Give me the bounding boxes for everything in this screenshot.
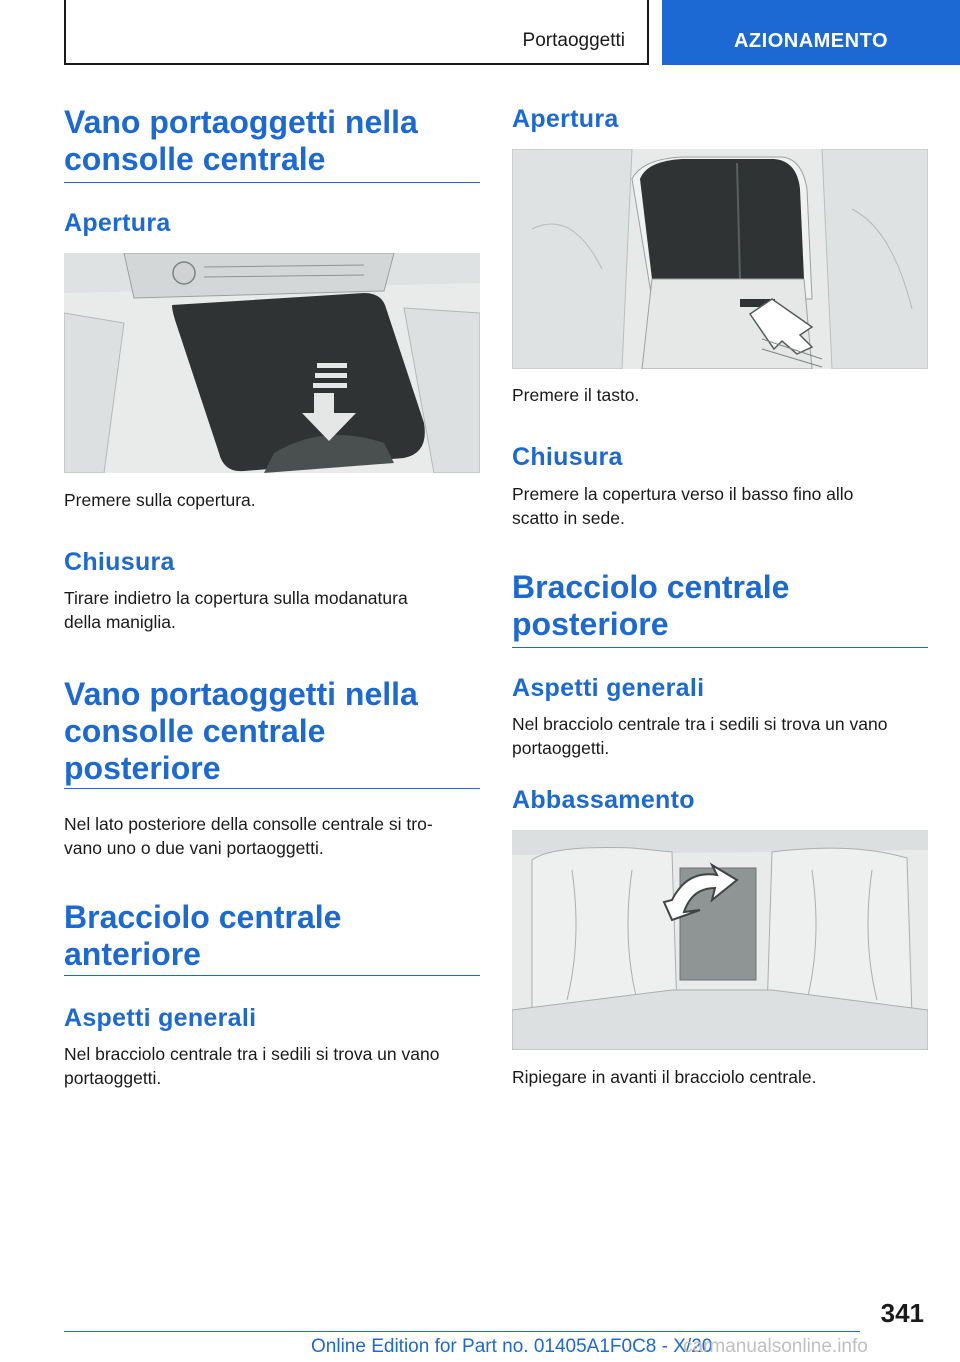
illustration-console-cover bbox=[64, 253, 480, 473]
page-number: 341 bbox=[880, 1298, 924, 1328]
subheading-abbassamento: Abbassamento bbox=[512, 786, 695, 814]
subheading-chiusura: Chiusura bbox=[64, 548, 175, 576]
footer-rule bbox=[64, 1331, 860, 1332]
chapter-tab-label: AZIONAMENTO bbox=[733, 30, 888, 52]
illustration-rear-armrest bbox=[512, 830, 928, 1050]
paragraph-aspetti-generali-right: Nel bracciolo centrale tra i sedili si trova un vano portaoggetti. bbox=[512, 714, 888, 758]
caption-ripiegare: Ripiegare in avanti il bracciolo centrale. bbox=[512, 1067, 817, 1087]
heading-rule bbox=[64, 182, 480, 183]
heading-vano-consolle: Vano portaoggetti nella consolle centrale bbox=[64, 104, 418, 177]
paragraph-chiusura: Tirare indietro la copertura sulla modanatura della maniglia. bbox=[64, 588, 408, 632]
heading-vano-posteriore: Vano portaoggetti nella consolle centrale posteriore bbox=[64, 676, 418, 786]
heading-rule bbox=[64, 788, 480, 789]
heading-rule bbox=[64, 975, 480, 976]
paragraph-vano-posteriore: Nel lato posteriore della consolle centrale si tro- vano uno o due vani portaoggetti. bbox=[64, 814, 433, 858]
caption-premere-tasto: Premere il tasto. bbox=[512, 385, 640, 405]
heading-bracciolo-anteriore: Bracciolo centrale anteriore bbox=[64, 899, 342, 972]
section-title: Portaoggetti bbox=[522, 30, 625, 51]
subheading-aspetti-generali-right: Aspetti generali bbox=[512, 674, 705, 702]
subheading-chiusura-right: Chiusura bbox=[512, 443, 623, 471]
subheading-aspetti-generali: Aspetti generali bbox=[64, 1004, 257, 1032]
subheading-apertura: Apertura bbox=[64, 209, 171, 237]
caption-premere-copertura: Premere sulla copertura. bbox=[64, 490, 256, 510]
illustration-armrest-button bbox=[512, 149, 928, 369]
header-box bbox=[64, 0, 649, 65]
subheading-apertura-right: Apertura bbox=[512, 105, 619, 133]
paragraph-aspetti-generali: Nel bracciolo centrale tra i sedili si trova un vano portaoggetti. bbox=[64, 1044, 440, 1088]
paragraph-chiusura-right: Premere la copertura verso il basso fino allo scatto in sede. bbox=[512, 484, 854, 528]
heading-rule bbox=[512, 647, 928, 648]
heading-bracciolo-posteriore: Bracciolo centrale posteriore bbox=[512, 569, 790, 642]
chapter-tab[interactable] bbox=[662, 0, 960, 65]
footer-watermark: carmanualsonline.info bbox=[683, 1336, 868, 1357]
footer-edition: Online Edition for Part no. 01405A1F0C8 - X/20 bbox=[311, 1336, 713, 1357]
